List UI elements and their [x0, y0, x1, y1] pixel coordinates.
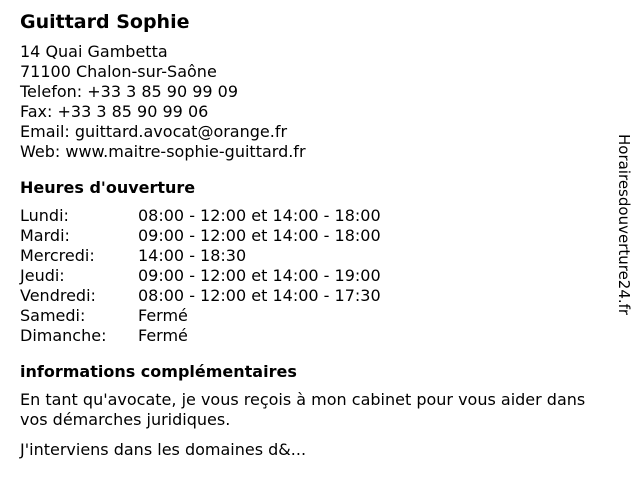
day-label: Jeudi: [20, 266, 65, 285]
opening-hours-heading: Heures d'ouverture [20, 178, 196, 197]
opening-hours-table [20, 206, 610, 346]
day-label: Dimanche: [20, 326, 107, 345]
day-label: Samedi: [20, 306, 86, 325]
day-label: Mercredi: [20, 246, 95, 265]
address-city: 71100 Chalon-sur-Saône [20, 62, 217, 81]
day-hours: 09:00 - 12:00 et 14:00 - 19:00 [138, 266, 381, 285]
phone-number: Telefon: +33 3 85 90 99 09 [20, 82, 239, 101]
email-address: Email: guittard.avocat@orange.fr [20, 122, 288, 141]
day-label: Vendredi: [20, 286, 96, 305]
contact-card [20, 10, 610, 470]
day-label: Mardi: [20, 226, 70, 245]
hours-row-saturday [20, 306, 610, 326]
info-paragraph: En tant qu'avocate, je vous reçois à mon cabinet pour vous aider dans vos démarches juridiques. [20, 390, 586, 429]
hours-row-thursday [20, 266, 610, 286]
day-hours: 14:00 - 18:30 [138, 246, 247, 265]
address-street: 14 Quai Gambetta [20, 42, 168, 61]
info-paragraph-truncated: J'interviens dans les domaines d&... [20, 440, 307, 459]
day-label: Lundi: [20, 206, 69, 225]
day-hours: Fermé [138, 306, 188, 325]
hours-row-tuesday [20, 226, 610, 246]
hours-row-friday [20, 286, 610, 306]
hours-row-sunday [20, 326, 610, 346]
day-hours: 08:00 - 12:00 et 14:00 - 17:30 [138, 286, 381, 305]
site-watermark [614, 134, 634, 370]
hours-row-wednesday [20, 246, 610, 266]
day-hours: 09:00 - 12:00 et 14:00 - 18:00 [138, 226, 381, 245]
website: Web: www.maitre-sophie-guittard.fr [20, 142, 306, 161]
fax-number: Fax: +33 3 85 90 99 06 [20, 102, 209, 121]
hours-row-monday [20, 206, 610, 226]
day-hours: Fermé [138, 326, 188, 345]
additional-info-heading: informations complémentaires [20, 362, 297, 381]
day-hours: 08:00 - 12:00 et 14:00 - 18:00 [138, 206, 381, 225]
site-watermark-text: Horairesdouverture24.fr [615, 134, 633, 316]
business-name: Guittard Sophie [20, 11, 190, 33]
